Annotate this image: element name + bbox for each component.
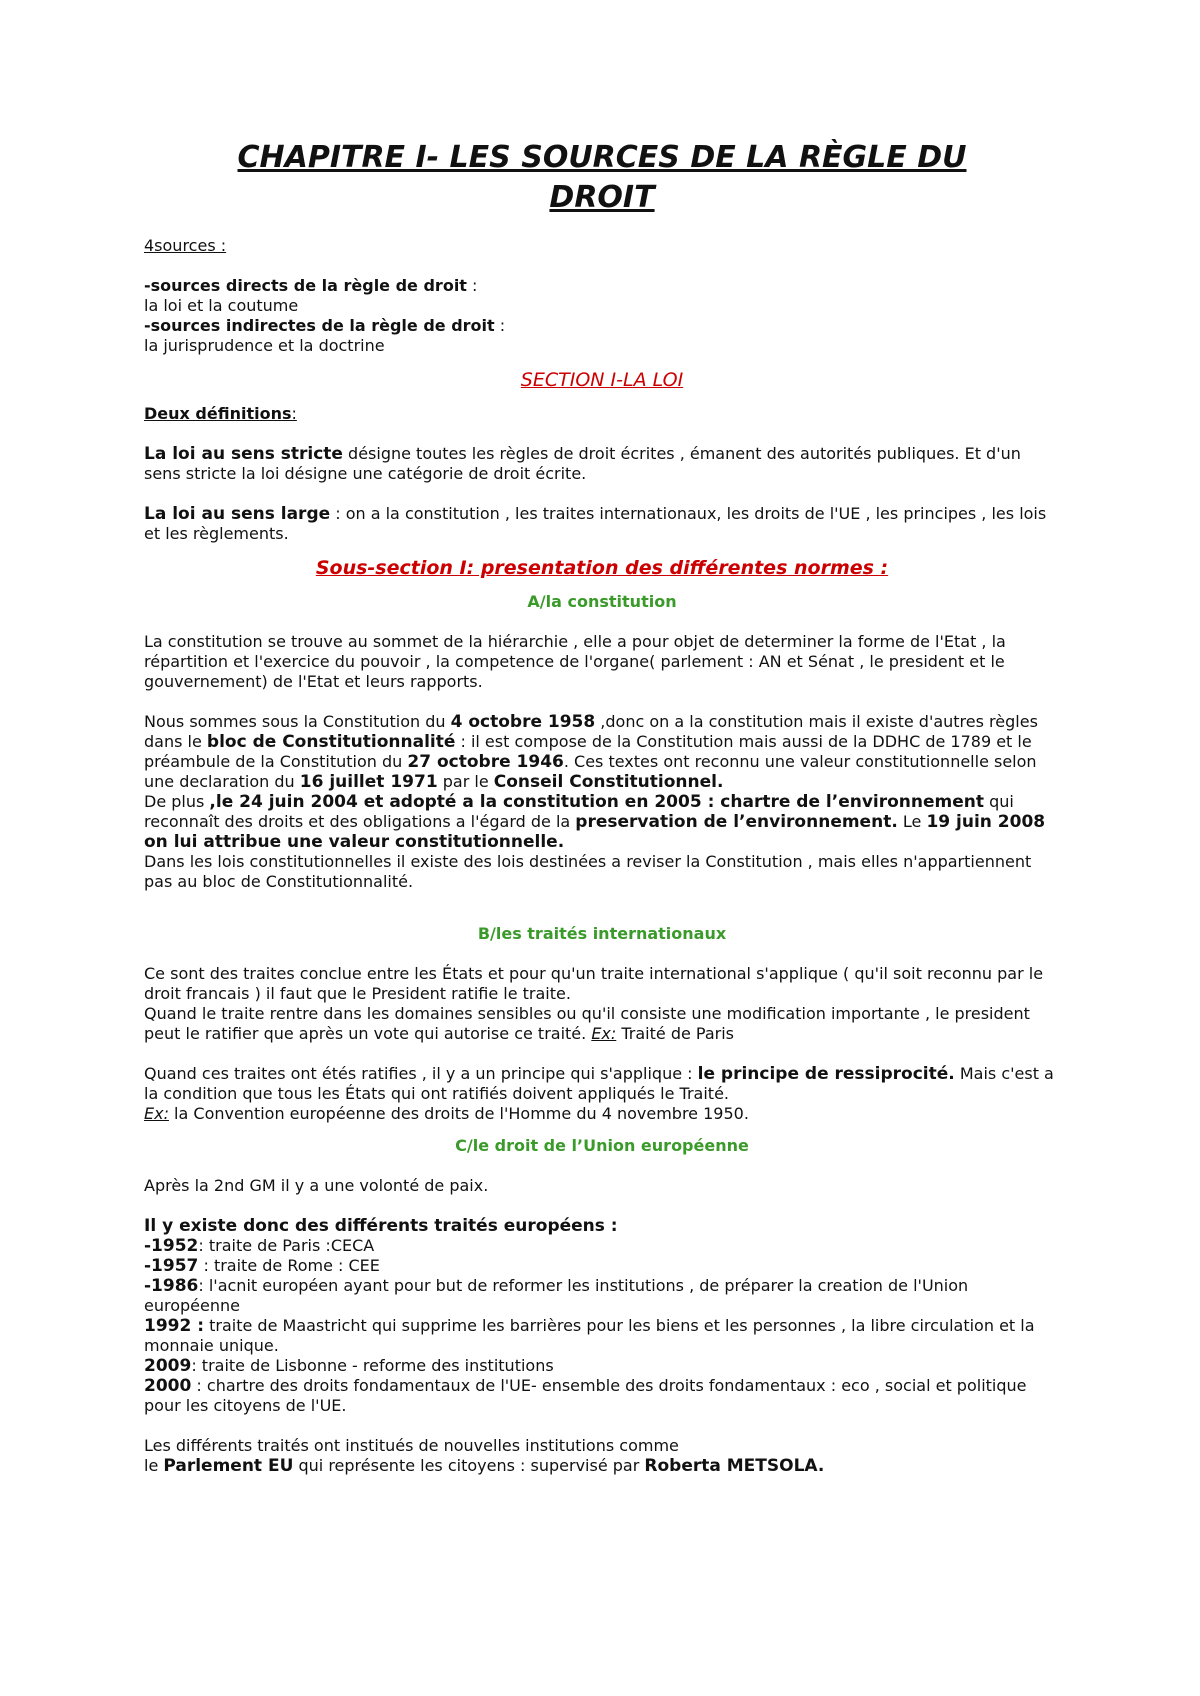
direct-sources: -sources directs de la règle de droit : [144,276,478,295]
treaties-heading: Il y existe donc des différents traités européens : [144,1216,618,1236]
subsection-title: Sous-section I: presentation des différentes normes : [315,557,889,579]
indirect-sources: -sources indirectes de la règle de droit : [144,316,506,335]
indirect-sources-items: la jurisprudence et la doctrine [144,336,385,355]
treaty-item: 2009: traite de Lisbonne - reforme des institutions [144,1356,554,1376]
definition-large: La loi au sens large : on a la constitution , les traites internationaux, les droits de l'UE , les principes , les lois et les règlements. [144,504,1047,543]
definitions-heading: Deux définitions: [144,404,297,423]
treaty-item: -1957 : traite de Rome : CEE [144,1256,380,1276]
part-c-last-paragraph: Les différents traités ont institués de nouvelles institutions comme le Parlement EU qui représente les citoyens : supervisé par Roberta METSOLA. [144,1436,825,1476]
part-a-paragraph-3: De plus ,le 24 juin 2004 et adopté a la constitution en 2005 : chartre de l’environnement qui reconnaît des droits et des obligations a l'égard de la preservation de l’environnement. Le 19 juin 2008 on lui attribue une valeur constitutionnelle. [144,792,1046,852]
chapter-title: CHAPITRE I- LES SOURCES DE LA RÈGLE DU DROIT [237,140,967,215]
treaty-item: 2000 : chartre des droits fondamentaux de l'UE- ensemble des droits fondamentaux : eco , social et politique pour les citoyens de l'UE. [144,1376,1027,1415]
treaty-item: -1986: l'acnit européen ayant pour but de reformer les institutions , de préparer la creation de l'Union européenne [144,1276,969,1315]
part-b-heading: B/les traités internationaux [477,924,727,943]
part-c-paragraph-1: Après la 2nd GM il y a une volonté de paix. [144,1176,489,1195]
part-a-paragraph-2: Nous sommes sous la Constitution du 4 octobre 1958 ,donc on a la constitution mais il existe d'autres règles dans le bloc de Constitutionnalité : il est compose de la Constitution mais aussi de la DDHC de 1789 et le préambule de la Constitution du 27 octobre 1946. Ces textes ont reconnu une valeur constitutionnelle selon une declaration du 16 juillet 1971 par le Conseil Constitutionnel. [144,712,1038,792]
section-title: SECTION I-LA LOI [520,369,684,391]
direct-sources-items: la loi et la coutume [144,296,299,315]
part-a-paragraph-4: Dans les lois constitutionnelles il existe des lois destinées a reviser la Constitution , mais elles n'appartiennent pas au bloc de Constitutionnalité. [144,852,1032,891]
treaty-item: 1992 : traite de Maastricht qui supprime les barrières pour les biens et les personnes , la libre circulation et la monnaie unique. [144,1316,1035,1355]
part-c-heading: C/le droit de l’Union européenne [455,1136,749,1155]
part-a-heading: A/la constitution [527,592,677,611]
part-b-paragraph-1: Ce sont des traites conclue entre les États et pour qu'un traite international s'applique ( qu'il soit reconnu par le droit francais ) il faut que le President ratifie le traite. Quand le traite rentre dans les domaines sensibles ou qu'il consiste une modification importante , le president peut le ratifier que après un vote qui autorise ce traité. Ex: Traité de Paris [144,964,1044,1043]
sources-count: 4sources : [144,236,227,255]
treaty-item: -1952: traite de Paris :CECA [144,1236,375,1256]
part-b-paragraph-2: Quand ces traites ont étés ratifies , il y a un principe qui s'applique : le principe de ressiprocité. Mais c'est a la condition que tous les États qui ont ratifiés doivent appliqués le Traité. Ex: la Convention européenne des droits de l'Homme du 4 novembre 1950. [144,1064,1054,1123]
definition-strict: La loi au sens stricte désigne toutes les règles de droit écrites , émanent des autorités publiques. Et d'un sens stricte la loi désigne une catégorie de droit écrite. [144,444,1021,483]
part-a-paragraph-1: La constitution se trouve au sommet de la hiérarchie , elle a pour objet de determiner la forme de l'Etat , la répartition et l'exercice du pouvoir , la competence de l'organe( parlement : AN et Sénat , le president et le gouvernement) de l'Etat et leurs rapports. [144,632,1006,691]
